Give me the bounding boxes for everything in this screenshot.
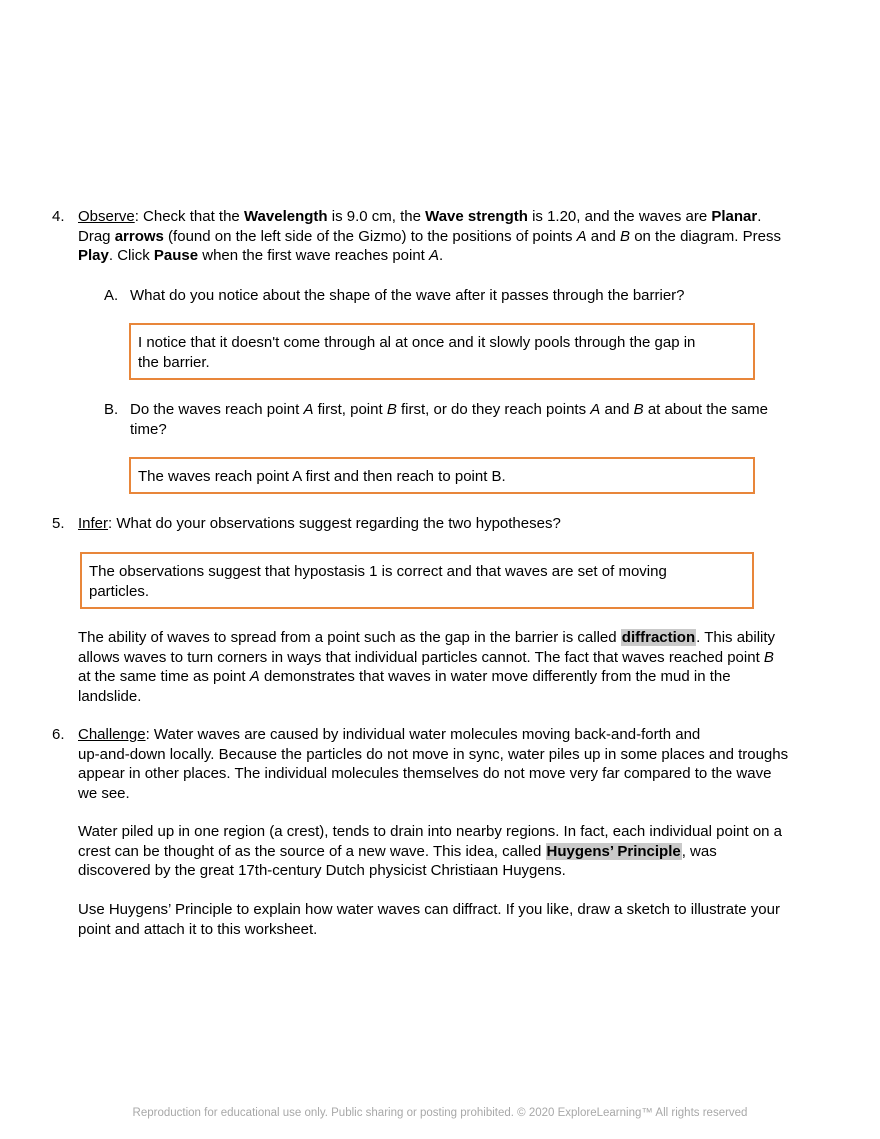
text-run: . Click: [108, 247, 154, 264]
italic-term: A: [303, 401, 314, 418]
text-run: at about the same: [643, 401, 768, 418]
answer-box-part-b[interactable]: [129, 457, 755, 494]
text-run: allows waves to turn corners in ways that individual particles cannot. The fact that waves reached point: [78, 648, 764, 666]
text-run: .: [757, 208, 762, 225]
highlighted-term: Huygens’ Principle: [546, 842, 681, 860]
text-line: discovered by the great 17th-century Dutch physicist Christiaan Huygens.: [78, 862, 566, 879]
question-number: 4.: [52, 208, 65, 225]
text-run: (found on the left side of the Gizmo) to the positions of points: [163, 227, 577, 245]
question-label: Observe: [78, 208, 135, 225]
bold-term: Pause: [153, 247, 199, 264]
question-label: Challenge: [78, 726, 146, 743]
text-line: Water piled up in one region (a crest), tends to drain into nearby regions. In fact, each individual point on a: [78, 823, 783, 840]
part-b-question: [130, 400, 830, 439]
question-number: 6.: [52, 726, 65, 743]
text-run: Drag: [78, 227, 115, 245]
text-run: is 1.20, and the waves are: [527, 208, 712, 225]
question-label: Infer: [78, 515, 109, 532]
text-line: [130, 400, 830, 420]
text-line: [78, 648, 838, 668]
text-run: at the same time as point: [78, 668, 250, 685]
part-a-question: What do you notice about the shape of the wave after it passes through the barrier?: [130, 287, 685, 304]
text-run: crest can be thought of as the source of a new wave. This idea, called: [78, 842, 546, 860]
text-run: and: [586, 227, 621, 245]
text-run: first, point: [313, 401, 387, 418]
text-run: Do the waves reach point: [130, 401, 304, 418]
answer-line: The waves reach point A first and then reach to point B.: [138, 468, 506, 485]
copyright-footer: Reproduction for educational use only. Public sharing or posting prohibited. © 2020 ExploreLearning™ All rights reserved: [132, 1107, 748, 1119]
part-b-letter: B.: [104, 401, 119, 418]
text-line: [78, 227, 838, 247]
text-line: [78, 725, 838, 745]
answer-line: I notice that it doesn't come through al at once and it slowly pools through the gap in: [138, 334, 696, 351]
bold-term: Planar: [711, 208, 758, 225]
italic-term: B: [620, 227, 631, 245]
question-4-text: [78, 207, 838, 266]
italic-term: B: [763, 648, 774, 666]
text-run: : Water waves are caused by individual water molecules moving back-and-forth and: [145, 726, 701, 743]
answer-box-part-a[interactable]: [129, 323, 755, 380]
text-line: [78, 628, 838, 648]
text-run: is 9.0 cm, the: [327, 208, 426, 225]
question-6-text: [78, 725, 838, 803]
text-line: point and attach it to this worksheet.: [78, 920, 318, 938]
huygens-paragraph: [78, 822, 838, 881]
text-line: we see.: [78, 784, 130, 802]
text-run: , was: [681, 842, 717, 860]
instruction-paragraph: [78, 900, 838, 939]
part-a-letter: A.: [104, 287, 119, 304]
answer-line: particles.: [89, 582, 150, 600]
text-line: [78, 207, 838, 227]
text-run: : Check that the: [134, 208, 244, 225]
italic-term: A: [249, 668, 260, 685]
italic-term: B: [386, 401, 397, 418]
italic-term: A: [590, 401, 601, 418]
text-line: [78, 842, 838, 862]
text-run: demonstrates that waves in water move differently from the mud in the: [259, 668, 731, 685]
question-number: 5.: [52, 515, 65, 532]
bold-term: Play: [78, 247, 109, 264]
text-line: [78, 246, 838, 266]
answer-box-q5[interactable]: [80, 552, 754, 609]
bold-term: Wavelength: [243, 208, 328, 225]
text-run: The ability of waves to spread from a point such as the gap in the barrier is called: [78, 629, 621, 646]
text-run: when the first wave reaches point: [198, 247, 430, 264]
text-line: up-and-down locally. Because the particles do not move in sync, water piles up in some places and troughs: [78, 745, 789, 763]
italic-term: B: [633, 401, 644, 418]
bold-term: Wave strength: [425, 208, 528, 225]
text-line: appear in other places. The individual molecules themselves do not move very far compared to the wave: [78, 765, 772, 782]
italic-term: A: [429, 247, 440, 264]
answer-line: the barrier.: [138, 353, 210, 371]
italic-term: A: [576, 227, 587, 245]
text-line: Use Huygens’ Principle to explain how water waves can diffract. If you like, draw a sketch to illustrate your: [78, 901, 780, 918]
question-5-text: [78, 514, 838, 534]
text-line: [78, 667, 838, 687]
text-run: . This ability: [696, 629, 776, 646]
text-run: on the diagram. Press: [630, 227, 781, 245]
bold-term: arrows: [114, 227, 164, 245]
text-run: : What do your observations suggest regarding the two hypotheses?: [108, 515, 561, 532]
text-run: first, or do they reach points: [396, 401, 591, 418]
text-run: .: [439, 247, 444, 264]
highlighted-term: diffraction: [621, 629, 696, 646]
text-run: and: [600, 401, 634, 418]
diffraction-paragraph: [78, 628, 838, 706]
text-line: time?: [130, 420, 167, 438]
text-line: landslide.: [78, 687, 142, 705]
answer-line: The observations suggest that hypostasis 1 is correct and that waves are set of moving: [89, 563, 667, 580]
